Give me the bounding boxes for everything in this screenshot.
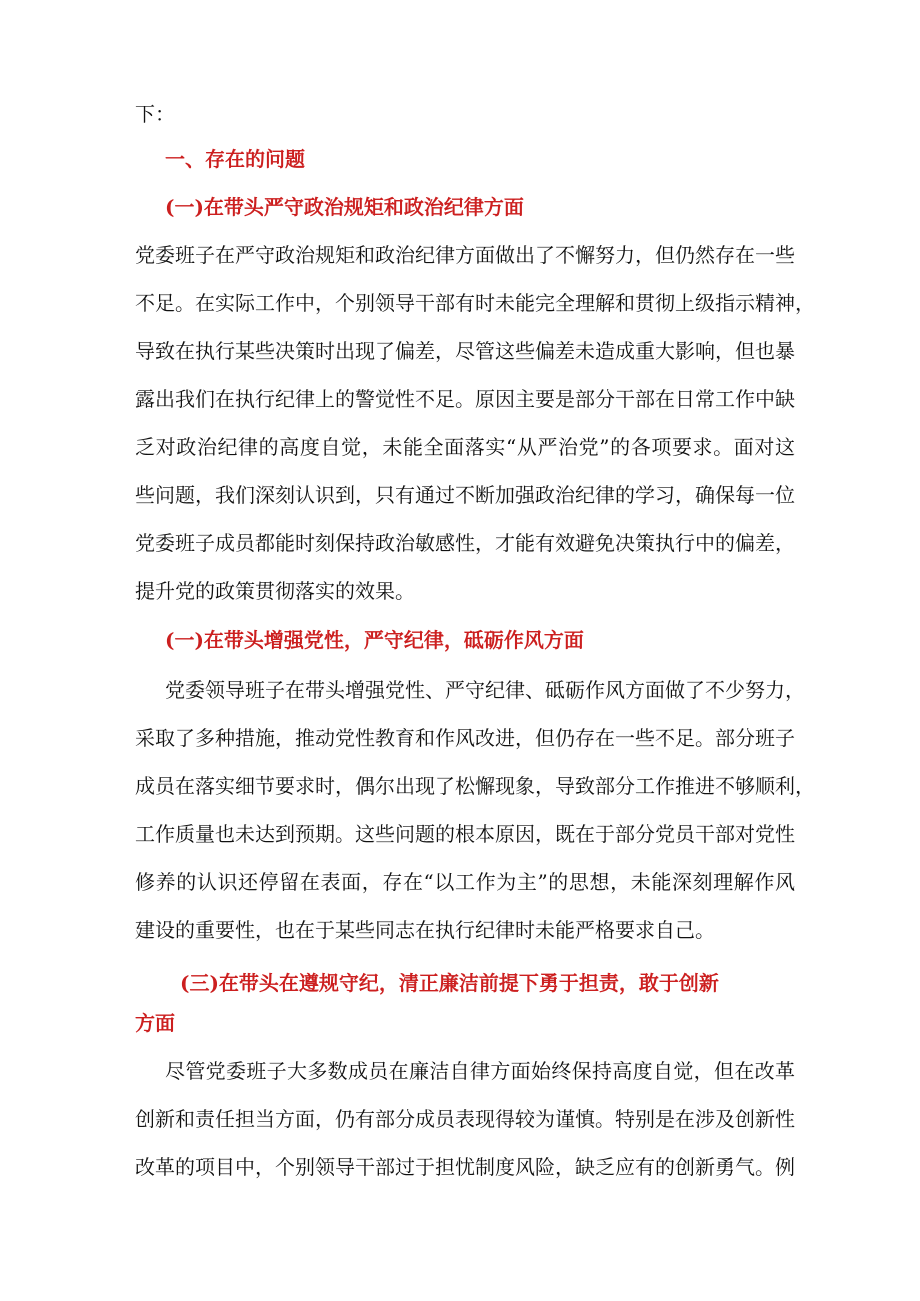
paragraph-1-line: 些问题，我们深刻认识到，只有通过不断加强政治纪律的学习，确保每一位 xyxy=(135,483,795,507)
paragraph-1-line: 党委班子在严守政治规矩和政治纪律方面做出了不懈努力，但仍然存在一些 xyxy=(135,243,795,267)
paragraph-3-line: 改革的项目中，个别领导干部过于担忧制度风险，缺乏应有的创新勇气。例 xyxy=(135,1155,795,1179)
paragraph-1-line: 不足。在实际工作中，个别领导干部有时未能完全理解和贯彻上级指示精神， xyxy=(135,291,815,315)
paragraph-1-line: 党委班子成员都能时刻保持政治敏感性，才能有效避免决策执行中的偏差， xyxy=(135,531,795,555)
section-heading: 一、存在的问题 xyxy=(165,147,305,171)
paragraph-2-line: 党委领导班子在带头增强党性、严守纪律、砥砺作风方面做了不少努力， xyxy=(165,678,805,702)
lead-line: 下： xyxy=(135,102,175,126)
paragraph-1-line: 露出我们在执行纪律上的警觉性不足。原因主要是部分干部在日常工作中缺 xyxy=(135,387,795,411)
paragraph-1-line: 乏对政治纪律的高度自觉，未能全面落实“从严治党”的各项要求。面对这 xyxy=(135,435,795,459)
paragraph-1-line: 提升党的政策贯彻落实的效果。 xyxy=(135,579,415,603)
subsection-heading-3: (三)在带头在遵规守纪，清正廉洁前提下勇于担责，敢于创新 xyxy=(180,971,719,995)
paragraph-3-line: 创新和责任担当方面，仍有部分成员表现得较为谨慎。特别是在涉及创新性 xyxy=(135,1107,795,1131)
subsection-heading-2: (一)在带头增强党性，严守纪律，砥砺作风方面 xyxy=(165,628,584,652)
paragraph-2-line: 工作质量也未达到预期。这些问题的根本原因，既在于部分党员干部对党性 xyxy=(135,822,795,846)
paragraph-2-line: 采取了多种措施，推动党性教育和作风改进，但仍存在一些不足。部分班子 xyxy=(135,726,795,750)
subsection-heading-1: (一)在带头严守政治规矩和政治纪律方面 xyxy=(165,195,524,219)
paragraph-1-line: 导致在执行某些决策时出现了偏差，尽管这些偏差未造成重大影响，但也暴 xyxy=(135,339,795,363)
paragraph-2-line: 修养的认识还停留在表面，存在“以工作为主”的思想，未能深刻理解作风 xyxy=(135,870,795,894)
paragraph-2-line: 成员在落实细节要求时，偶尔出现了松懈现象，导致部分工作推进不够顺利， xyxy=(135,774,815,798)
subsection-heading-3-continued: 方面 xyxy=(135,1011,175,1035)
paragraph-2-line: 建设的重要性，也在于某些同志在执行纪律时未能严格要求自己。 xyxy=(135,918,715,942)
paragraph-3-line: 尽管党委班子大多数成员在廉洁自律方面始终保持高度自觉，但在改革 xyxy=(165,1059,795,1083)
